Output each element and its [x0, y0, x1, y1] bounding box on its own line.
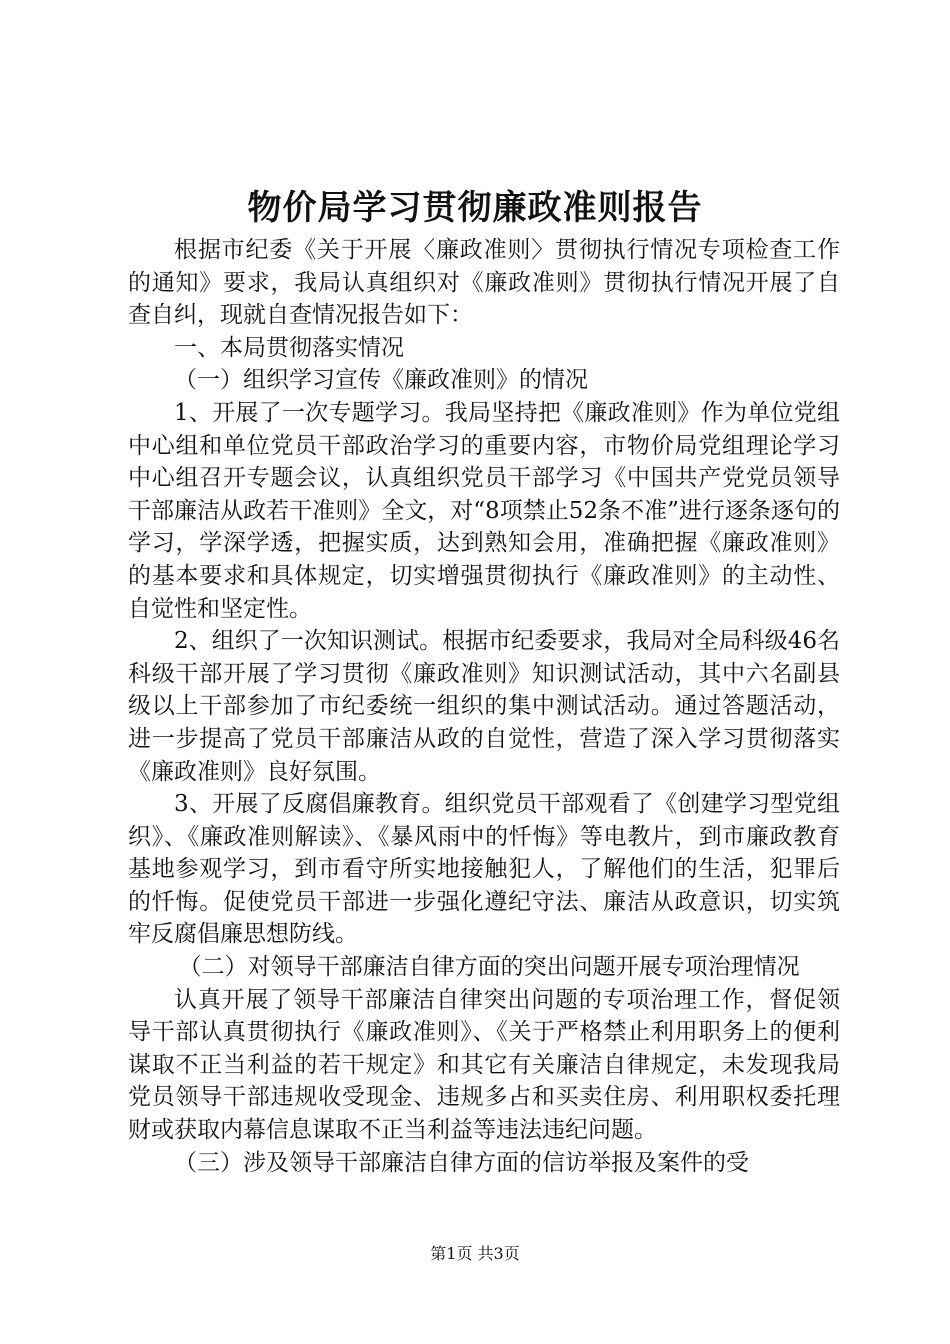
- subsection-heading-1: （一）组织学习宣传《廉政准则》的情况: [174, 367, 588, 394]
- paragraph-item-1: 1、开展了一次专题学习。我局坚持把《廉政准则》作为单位党组中心组和单位党员干部政治学习的重要内容，市物价局党组理论学习中心组召开专题会议，认真组织党员干部学习《中国共产党党员领导干部廉洁从政若干准则》全文，对“8项禁止52条不准”进行逐条逐句的学习，学深学透，把握实质，达到熟知会用，准确把握《廉政准则》的基本要求和具体规定，切实增强贯彻执行《廉政准则》的主动性、自觉性和坚定性。: [128, 399, 840, 622]
- paragraph-item-2: 2、组织了一次知识测试。根据市纪委要求，我局对全局科级46名科级干部开展了学习贯彻《廉政准则》知识测试活动，其中六名副县级以上干部参加了市纪委统一组织的集中测试活动。通过答题活动，进一步提高了党员干部廉洁从政的自觉性，营造了深入学习贯彻落实《廉政准则》良好氛围。: [128, 628, 840, 785]
- paragraph-intro: 根据市纪委《关于开展〈廉政准则〉贯彻执行情况专项检查工作的通知》要求，我局认真组织对《廉政准则》贯彻执行情况开展了自查自纠，现就自查情况报告如下：: [128, 237, 840, 329]
- subsection-heading-3: （三）涉及领导干部廉洁自律方面的信访举报及案件的受: [174, 1149, 749, 1176]
- subsection-heading-2: （二）对领导干部廉洁自律方面的突出问题开展专项治理情况: [178, 954, 800, 981]
- document-body: [128, 234, 840, 1179]
- page-footer: 第1页 共3页: [430, 1244, 520, 1263]
- paragraph-item-3: 3、开展了反腐倡廉教育。组织党员干部观看了《创建学习型党组织》、《廉政准则解读》、《暴风雨中的忏悔》等电教片，到市廉政教育基地参观学习，到市看守所实地接触犯人，了解他们的生活，犯罪后的忏悔。促使党员干部进一步强化遵纪守法、廉洁从政意识，切实筑牢反腐倡廉思想防线。: [128, 791, 840, 948]
- document-title: 物价局学习贯彻廉政准则报告: [247, 188, 703, 228]
- section-heading-1: 一、本局贯彻落实情况: [174, 334, 404, 361]
- paragraph-governance: 认真开展了领导干部廉洁自律突出问题的专项治理工作，督促领导干部认真贯彻执行《廉政准则》、《关于严格禁止利用职务上的便利谋取不正当利益的若干规定》和其它有关廉洁自律规定，未发现我局党员领导干部违规收受现金、违规多占和买卖住房、利用职权委托理财或获取内幕信息谋取不正当利益等违法违纪问题。: [128, 986, 840, 1144]
